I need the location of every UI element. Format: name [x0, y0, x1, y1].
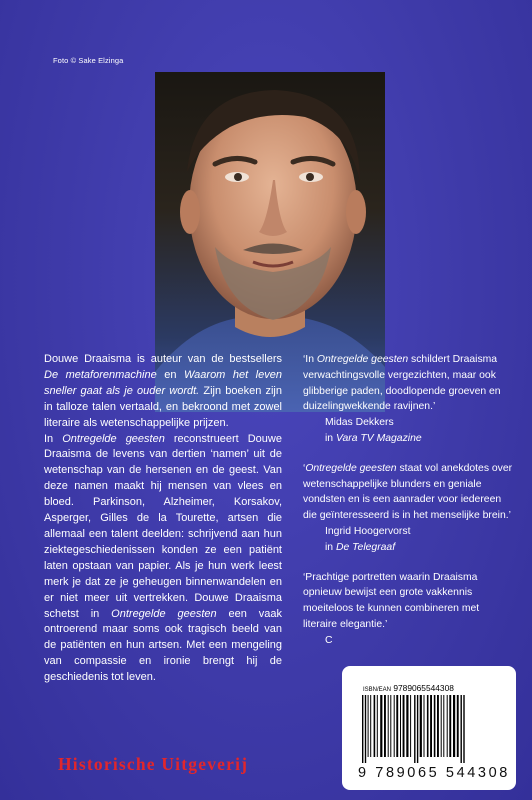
bio-paragraph-1: Douwe Draaisma is auteur van de bestsellers De metaforenmachine en Waarom het leven sneller gaat als je ouder wordt. Zijn boeken zijn in talloze talen vertaald, en bekroond met zowel literaire als wetenschappelijke prijzen.	[44, 353, 282, 429]
book-title-metaforenmachine: De metaforenmachine	[44, 368, 157, 381]
author-bio	[44, 352, 282, 686]
barcode-digits: 9 789065 544308	[358, 765, 510, 781]
barcode-bar	[380, 695, 382, 757]
quote-author: C	[325, 634, 333, 646]
barcode-sticker	[342, 666, 516, 790]
barcode-bar	[384, 695, 386, 757]
review-quote: ‘Ontregelde geesten staat vol anekdotes over wetenschappelijke blunders en geniale vondsten en is een aanrader voor iedereen die geïnteresseerd is in het menselijke brein.’ Ingrid Hoogervorst in De Telegraaf	[303, 461, 513, 556]
barcode-bar	[403, 695, 405, 757]
book-title-ontregelde-geesten: Ontregelde geesten	[111, 607, 217, 620]
barcode-bar	[420, 695, 422, 757]
barcode-bar	[443, 695, 444, 757]
barcode-bar	[400, 695, 401, 757]
barcode-bar	[441, 695, 442, 757]
barcode-bar	[453, 695, 455, 757]
barcode-bars	[362, 695, 498, 763]
barcode-bar	[406, 695, 408, 757]
barcode-bar	[396, 695, 398, 757]
barcode-bar	[414, 695, 415, 763]
barcode-bar	[388, 695, 389, 757]
book-title-ontregelde-geesten: Ontregelde geesten	[62, 432, 165, 445]
review-quote: ‘In Ontregelde geesten schildert Draaisma verwachtingsvolle vergezichten, maar ook glibberige paden, doodlopende groeven en duizelingwekkende ravijnen.’ Midas Dekkers in Vara TV Magazine	[303, 352, 513, 447]
quote-source: in De Telegraaf	[325, 541, 396, 553]
quote-source: in Vara TV Magazine	[325, 432, 422, 444]
isbn-label: ISBN/EAN 9789065544308	[363, 683, 454, 693]
review-quotes	[303, 352, 513, 663]
barcode-bar	[447, 695, 448, 757]
bio-paragraph-2: In Ontregelde geesten reconstrueert Douwe Draaisma de levens van dertien ‘namen’ uit de wetenschap van de hersenen en de geest. Van deze namen maakt hij mensen van vlees en bloed. Parkinson, Alzheimer, Korsakov, Asperger, Gilles de la Tourette, artsen die allemaal een talent deelden: schrijvend aan hun ziektegeschiedenissen konden ze een patiënt laten opstaan van papier. Als je hun werk leest merk je dat ze je geheugen binnenwandelen en er niet meer uit vertrekken. Douwe Draaisma schetst in Ontregelde geesten een vaak ontroerend maar soms ook tragisch beeld van de patiënten en hun artsen. Met een mengeling van compassie en ironie brengt hij de geschiedenis tot leven.	[44, 432, 282, 684]
barcode-bar	[394, 695, 395, 757]
quote-author: Midas Dekkers	[325, 417, 394, 429]
photo-credit: Foto © Sake Elzinga	[53, 56, 124, 65]
barcode-bar	[377, 695, 378, 757]
barcode-bar	[374, 695, 376, 757]
barcode-bar	[417, 695, 418, 763]
barcode-bar	[430, 695, 432, 757]
barcode-bar	[362, 695, 363, 763]
barcode-bar	[437, 695, 439, 757]
barcode-bar	[427, 695, 429, 757]
barcode-bar	[434, 695, 436, 757]
barcode-bar	[461, 695, 462, 763]
barcode-bar	[368, 695, 369, 757]
barcode-bar	[449, 695, 451, 757]
barcode-bar	[457, 695, 459, 757]
barcode-bar	[365, 695, 366, 763]
publisher-name: Historische Uitgeverij	[58, 754, 249, 774]
barcode-bar	[390, 695, 391, 757]
barcode-bar	[424, 695, 425, 757]
review-quote: ‘Prachtige portretten waarin Draaisma opnieuw bewijst een grote vakkennis moeiteloos te kunnen combineren met literaire elegantie.’ C	[303, 570, 513, 649]
quote-author: Ingrid Hoogervorst	[325, 525, 411, 537]
book-title-waarom: Waarom het leven sneller gaat als je ouder wordt.	[44, 368, 282, 397]
barcode-bar	[370, 695, 371, 757]
barcode-bar	[463, 695, 464, 763]
barcode-bar	[410, 695, 411, 757]
